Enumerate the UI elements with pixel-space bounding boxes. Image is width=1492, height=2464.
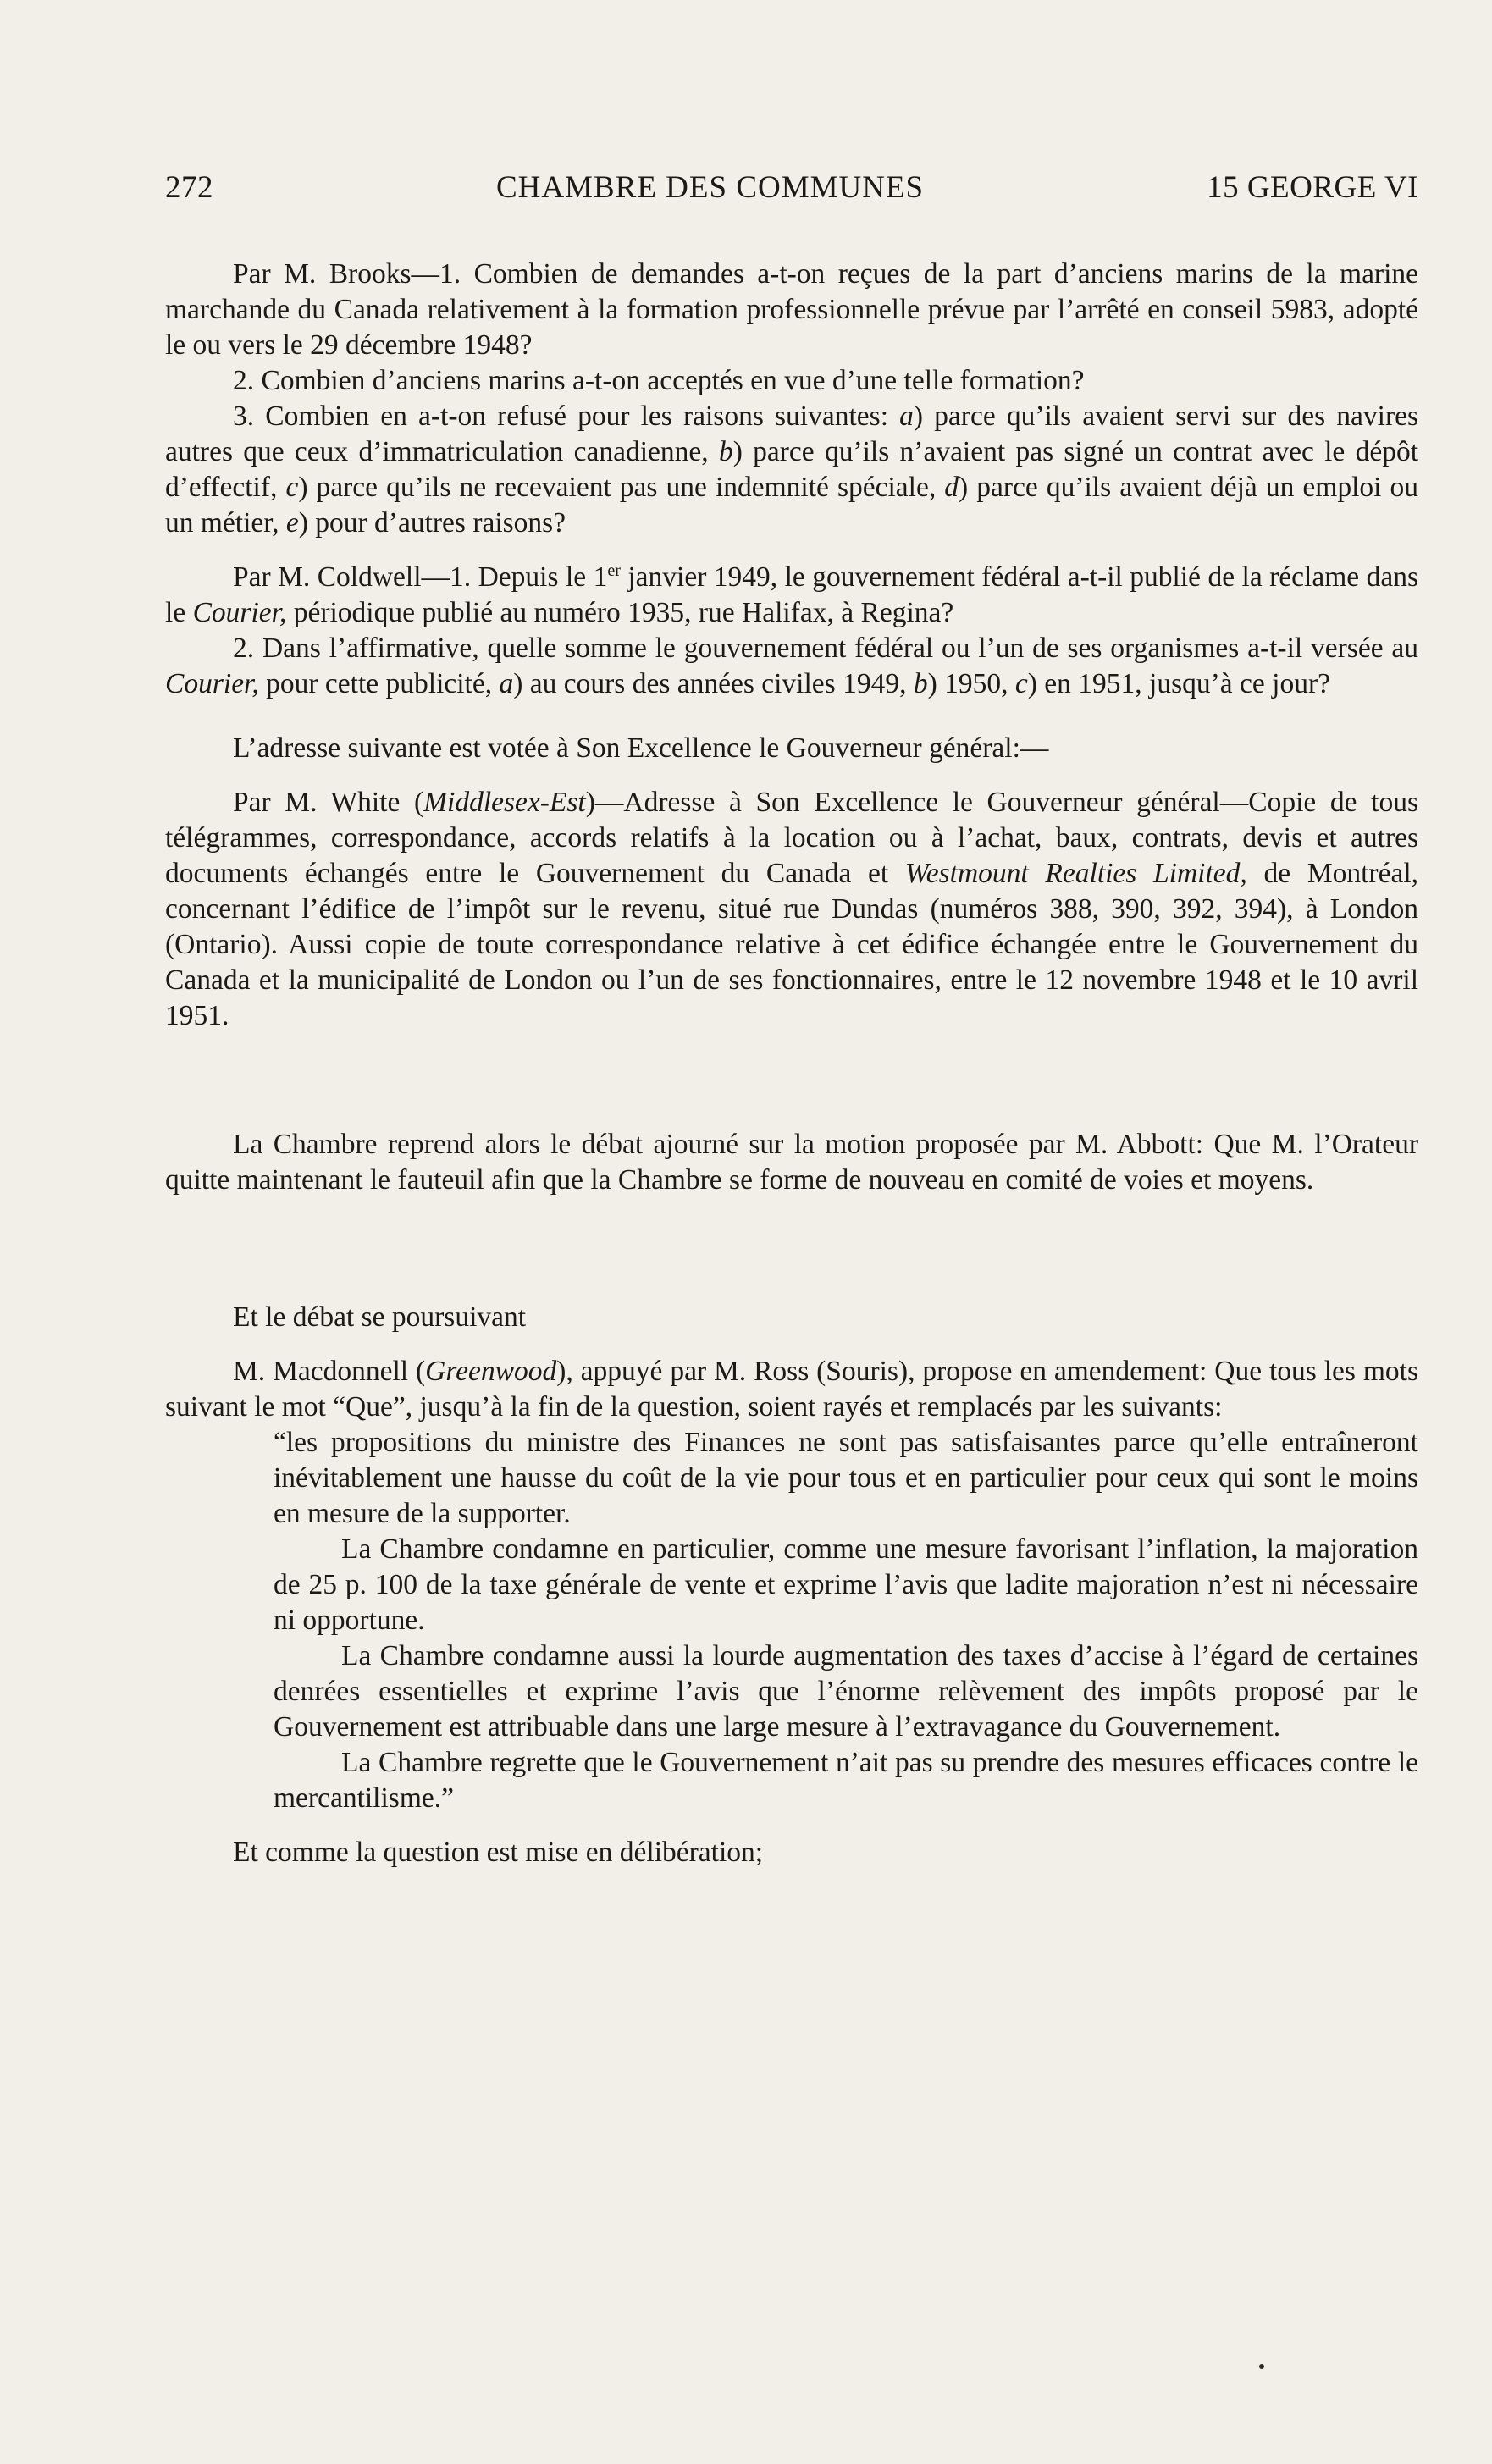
quote-paragraph-2: La Chambre condamne en particulier, comme une mesure favorisant l’inflation, la majoration de 25 p. 100 de la taxe générale de vente et exprime l’avis que ladite majoration n’est ni nécessaire ni opportune. [274, 1533, 1418, 1636]
address-white: Par M. White (Middlesex-Est)—Adresse à Son Excellence le Gouverneur général—Copie de tous télégrammes, correspondance, accords relatifs à la location ou à l’achat, baux, contrats, devis et autres documents échangés entre le Gouvernement du Canada et Westmount Realties Limited, de Montréal, concernant l’édifice de l’impôt sur le revenu, situé rue Dundas (numéros 388, 390, 392, 394), à London (Ontario). Aussi copie de toute correspondance relative à cet édifice échangée entre le Gouvernement du Canada et la municipalité de London ou l’un de ses fonctionnaires, entre le 12 novembre 1948 et le 10 avril 1951. [165, 787, 1419, 1031]
quote-paragraph-1: “les propositions du ministre des Finances ne sont pas satisfaisantes parce qu’elle entraîneront inévitablement une hausse du coût de la vie pour tous et en particulier pour ceux qui sont le moins en mesure de la supporter. [274, 1427, 1418, 1529]
address-intro: L’adresse suivante est votée à Son Excellence le Gouverneur général:— [233, 732, 1049, 764]
closing-line: Et comme la question est mise en délibération; [233, 1837, 764, 1868]
page-number: 272 [165, 170, 213, 205]
ink-spot [1259, 2364, 1264, 2369]
quote-paragraph-3: La Chambre condamne aussi la lourde augmentation des taxes d’accise à l’égard de certaines denrées essentielles et exprime l’avis que l’énorme relèvement des impôts proposé par le Gouvernement est attribuable dans une large mesure à l’extravagance du Gouvernement. [274, 1640, 1418, 1743]
brooks-question-3: 3. Combien en a-t-on refusé pour les raisons suivantes: a) parce qu’ils avaient servi sur des navires autres que ceux d’immatriculation canadienne, b) parce qu’ils n’avaient pas signé un contrat avec le dépôt d’effectif, c) parce qu’ils ne recevaient pas une indemnité spéciale, d) parce qu’ils avaient déjà un emploi ou un métier, e) pour d’autres raisons? [165, 401, 1419, 539]
page-header [165, 169, 1418, 206]
brooks-question-1: Par M. Brooks—1. Combien de demandes a-t-on reçues de la part d’anciens marins de la marine marchande du Canada relativement à la formation professionnelle prévue par l’arrêté en conseil 5983, adopté le ou vers le 29 décembre 1948? [165, 258, 1419, 361]
running-title: CHAMBRE DES COMMUNES [495, 170, 925, 205]
amendment-quote [274, 1425, 1418, 1816]
coldwell-question-2: 2. Dans l’affirmative, quelle somme le gouvernement fédéral ou l’un de ses organismes a-t-il versée au Courier, pour cette publicité, a) au cours des années civiles 1949, b) 1950, c) en 1951, jusqu’à ce jour? [165, 633, 1418, 699]
quote-paragraph-4: La Chambre regrette que le Gouvernement n’ait pas su prendre des mesures efficaces contre le mercantilisme.” [274, 1747, 1418, 1814]
debate-resume: La Chambre reprend alors le débat ajourné sur la motion proposée par M. Abbott: Que M. l’Orateur quitte maintenant le fauteuil afin que la Chambre se forme de nouveau en comité de voies et moyens. [165, 1129, 1418, 1196]
brooks-question-2: 2. Combien d’anciens marins a-t-on acceptés en vue d’une telle formation? [233, 365, 1085, 396]
session-label: 15 GEORGE VI [1207, 170, 1418, 205]
coldwell-question-1: Par M. Coldwell—1. Depuis le 1er janvier 1949, le gouvernement fédéral a-t-il publié de la réclame dans le Courier, périodique publié au numéro 1935, rue Halifax, à Regina? [165, 561, 1418, 628]
amendment-macdonnell: M. Macdonnell (Greenwood), appuyé par M. Ross (Souris), propose en amendement: Que tous les mots suivant le mot “Que”, jusqu’à la fin de la question, soient rayés et remplacés par les suivants: [165, 1356, 1418, 1423]
debate-continuing: Et le débat se poursuivant [233, 1301, 527, 1333]
document-page [165, 169, 1418, 1870]
